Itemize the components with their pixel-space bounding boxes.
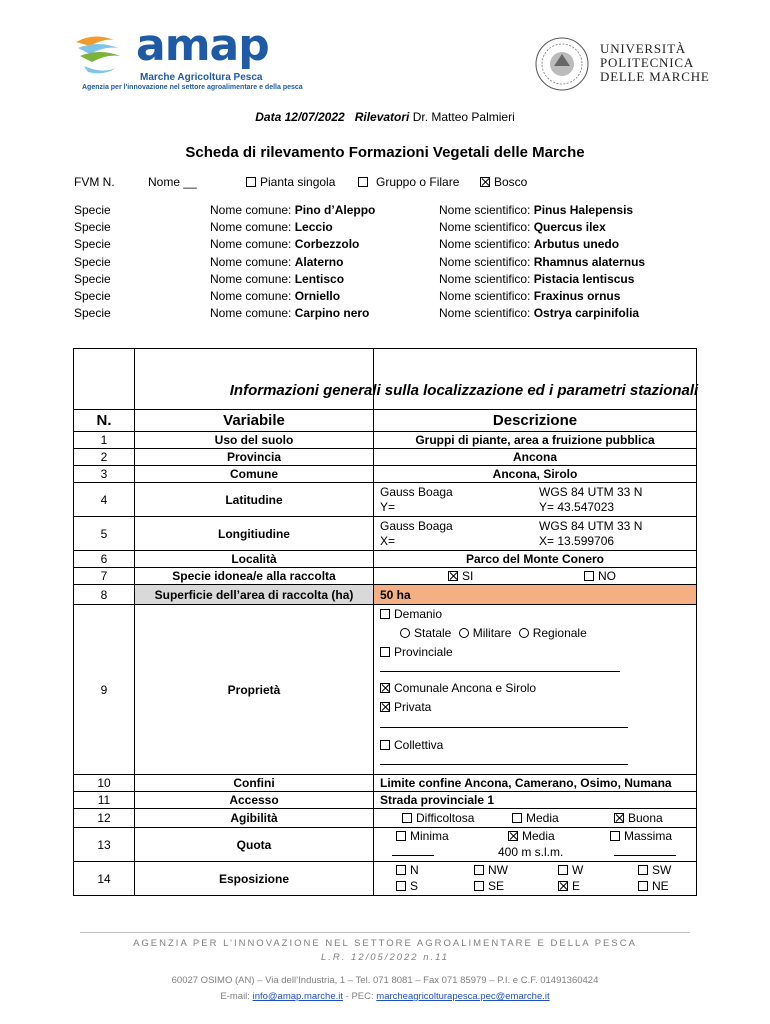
row-description: Gruppi di piante, area a fruizione pubblica — [415, 433, 655, 447]
row-description: 50 ha — [374, 585, 696, 604]
option-sw[interactable] — [638, 863, 671, 877]
table-row — [74, 516, 696, 550]
university-seal-icon — [534, 36, 590, 92]
species-list — [74, 203, 714, 323]
row-description — [374, 483, 696, 516]
option-media[interactable] — [508, 829, 555, 843]
table-row — [74, 465, 696, 482]
common-name-label: Nome comune: — [210, 237, 292, 252]
pec-link[interactable]: marcheagricolturapesca.pec@emarche.it — [376, 991, 550, 1002]
row-variable: Uso del suolo — [135, 432, 374, 448]
common-name-value: Leccio — [294, 220, 333, 235]
species-label: Specie — [74, 288, 111, 303]
university-name-line: UNIVERSITÀ — [600, 41, 686, 56]
gauss-boaga — [380, 485, 453, 515]
table-title-row — [74, 349, 699, 409]
header-n: N. — [74, 410, 135, 431]
row-description: Strada provinciale 1 — [380, 793, 495, 807]
scientific-name — [439, 237, 619, 251]
table-row — [74, 567, 696, 584]
footer-law: L.R. 12/05/2022 n.11 — [320, 952, 450, 963]
common-name-value: Pino d’Aleppo — [294, 203, 376, 217]
checkbox-icon — [402, 813, 412, 823]
table-row — [74, 774, 696, 791]
pec-label: - PEC: — [345, 991, 374, 1002]
option-difficoltosa[interactable] — [402, 811, 474, 825]
cell — [229, 349, 699, 409]
table-row — [74, 550, 696, 567]
option-label: Provinciale — [394, 645, 453, 659]
date-label: Data — [255, 110, 282, 124]
email-label: E-mail: — [220, 991, 250, 1002]
row-variable: Comune — [135, 466, 374, 482]
blank-line[interactable] — [380, 660, 620, 672]
checked-checkbox-icon — [508, 831, 518, 841]
common-name-label: Nome comune: — [210, 203, 292, 217]
amap-logo-text: amap — [136, 20, 269, 71]
scientific-name-value: Pistacia lentiscus — [533, 271, 635, 286]
amap-logo — [74, 20, 314, 96]
option-label: NO — [598, 569, 616, 583]
row-variable: Superficie dell’area di raccolta (ha) — [135, 585, 374, 604]
option-buona[interactable] — [614, 811, 663, 825]
table-row — [74, 482, 696, 516]
footer-address: 60027 OSIMO (AN) – Via dell’Industria, 1 – Tel. 071 8081 – Fax 071 85979 – P.I. e C.F. 01491360424 — [171, 975, 599, 986]
row-description — [374, 809, 696, 827]
common-name-value: Corbezzolo — [294, 237, 360, 252]
header-description: Descrizione — [492, 412, 578, 429]
option-label: Gruppo o Filare — [376, 175, 460, 189]
checked-checkbox-icon — [380, 702, 390, 712]
row-variable: Accesso — [135, 792, 374, 808]
checkbox-icon — [584, 571, 594, 581]
scientific-name-label: Nome scientifico: — [439, 203, 531, 217]
document-title: Scheda di rilevamento Formazioni Vegetali delle Marche — [185, 144, 585, 161]
option-label: S — [410, 879, 419, 893]
row-number: 1 — [74, 432, 135, 448]
option-label: W — [572, 863, 584, 877]
species-row — [74, 255, 714, 272]
radio-icon — [519, 628, 529, 638]
fvm-name-label: Nome __ — [148, 175, 197, 189]
option-comunale[interactable] — [380, 679, 536, 698]
survey-info — [0, 110, 770, 124]
row-number: 13 — [74, 828, 135, 861]
scientific-name-label: Nome scientifico: — [439, 237, 531, 252]
option-massima[interactable] — [610, 829, 672, 843]
table-row — [74, 604, 696, 774]
species-label: Specie — [74, 306, 111, 321]
checked-checkbox-icon — [448, 571, 458, 581]
altitude-value: 400 m s.l.m. — [498, 845, 564, 859]
checkbox-icon — [638, 881, 648, 891]
option-label: Media — [526, 811, 559, 825]
scientific-name-value: Ostrya carpinifolia — [533, 306, 640, 321]
species-row — [74, 220, 714, 237]
row-description — [374, 568, 696, 584]
fvm-label: FVM N. — [74, 175, 115, 189]
checked-checkbox-icon — [614, 813, 624, 823]
common-name-value: Carpino nero — [294, 306, 370, 321]
table-row — [74, 431, 696, 448]
species-row — [74, 203, 714, 220]
radio-icon — [459, 628, 469, 638]
option-label: Minima — [410, 829, 449, 843]
footer-contacts — [0, 991, 770, 1002]
table-row — [74, 827, 696, 861]
date-value: 12/07/2022 — [284, 110, 345, 124]
common-name-label: Nome comune: — [210, 288, 292, 303]
row-number: 10 — [74, 775, 135, 791]
species-label: Specie — [74, 220, 111, 235]
checkbox-icon — [474, 881, 484, 891]
demanio-subtypes — [400, 624, 587, 643]
checkbox-icon — [512, 813, 522, 823]
species-row — [74, 237, 714, 254]
row-number: 9 — [74, 605, 135, 774]
row-variable: Località — [135, 551, 374, 567]
checkbox-icon — [396, 831, 406, 841]
option-label: Difficoltosa — [416, 811, 475, 825]
option-pianta-singola[interactable] — [246, 175, 335, 189]
checkbox-icon — [380, 609, 390, 619]
option-bosco[interactable] — [480, 175, 527, 189]
row-description: Limite confine Ancona, Camerano, Osimo, Numana — [380, 776, 672, 790]
common-name-value: Orniello — [294, 288, 341, 303]
amap-logo-tagline: Agenzia per l'innovazione nel settore agroalimentare e della pesca — [82, 84, 303, 91]
option-label: E — [572, 879, 581, 893]
common-name-value: Alaterno — [294, 254, 344, 269]
scientific-name — [439, 272, 634, 286]
wgs84-label: WGS 84 UTM 33 N — [539, 485, 643, 499]
option-label: Statale — [414, 626, 452, 640]
gauss-boaga — [380, 519, 453, 549]
scientific-name-label: Nome scientifico: — [439, 288, 531, 303]
option-label: Bosco — [494, 175, 528, 189]
row-variable: Provincia — [135, 449, 374, 465]
university-name-line: DELLE MARCHE — [600, 69, 710, 84]
university-name-line: POLITECNICA — [600, 55, 695, 70]
option-label: Privata — [394, 700, 432, 714]
row-number: 11 — [74, 792, 135, 808]
option-si[interactable] — [448, 569, 473, 583]
option-media[interactable] — [512, 811, 559, 825]
common-name-label: Nome comune: — [210, 254, 292, 269]
option-label: Collettiva — [394, 738, 444, 752]
option-ne[interactable] — [638, 879, 669, 893]
cell — [74, 349, 135, 409]
footer-agency: AGENZIA PER L’INNOVAZIONE NEL SETTORE AGROALIMENTARE E DELLA PESCA — [133, 938, 637, 949]
table-row — [74, 861, 696, 895]
common-name — [210, 203, 375, 217]
surveyor-name: Dr. Matteo Palmieri — [412, 110, 515, 124]
species-label: Specie — [74, 254, 111, 269]
option-label: Militare — [472, 626, 512, 640]
gauss-boaga-label: Gauss Boaga — [380, 485, 453, 499]
checkbox-icon — [380, 740, 390, 750]
option-label: NE — [652, 879, 669, 893]
checkbox-icon — [610, 831, 620, 841]
option-nw[interactable] — [474, 863, 508, 877]
option-statale[interactable] — [400, 626, 451, 640]
email-link[interactable]: info@amap.marche.it — [252, 991, 344, 1002]
option-label: Demanio — [394, 607, 443, 621]
option-w[interactable] — [558, 863, 583, 877]
species-row — [74, 289, 714, 306]
option-label: N — [410, 863, 419, 877]
header-variable: Variabile — [135, 410, 374, 431]
row-description — [374, 517, 696, 550]
amap-logo-subtitle: Marche Agricoltura Pesca — [140, 72, 263, 83]
row-number: 5 — [74, 517, 135, 550]
checkbox-icon — [474, 865, 484, 875]
scientific-name-value: Pinus Halepensis — [533, 203, 634, 217]
species-row — [74, 272, 714, 289]
gauss-boaga-value: Y= — [380, 500, 396, 514]
footer-divider — [80, 932, 690, 933]
row-description — [374, 605, 696, 774]
table-row — [74, 584, 696, 604]
info-table — [73, 348, 697, 896]
common-name-label: Nome comune: — [210, 220, 292, 235]
option-gruppo-filare[interactable] — [358, 175, 459, 189]
wgs84 — [539, 485, 642, 515]
table-row — [74, 791, 696, 808]
common-name-label: Nome comune: — [210, 306, 292, 321]
checkbox-icon — [558, 865, 568, 875]
row-description — [374, 828, 696, 861]
checkbox-icon — [638, 865, 648, 875]
row-variable: Proprietà — [135, 605, 374, 774]
option-label: SW — [652, 863, 672, 877]
species-label: Specie — [74, 237, 111, 252]
scientific-name — [439, 306, 639, 320]
scientific-name-label: Nome scientifico: — [439, 254, 531, 269]
radio-icon — [400, 628, 410, 638]
row-variable: Agibilità — [135, 809, 374, 827]
row-number: 3 — [74, 466, 135, 482]
cell — [135, 349, 374, 409]
gauss-boaga-value: X= — [380, 534, 396, 548]
option-label: Media — [522, 829, 555, 843]
checkbox-icon — [396, 865, 406, 875]
checkbox-icon — [358, 177, 368, 187]
wgs84-value: Y= 43.547023 — [539, 500, 615, 514]
row-description: Parco del Monte Conero — [465, 552, 605, 566]
row-variable: Quota — [135, 828, 374, 861]
scientific-name — [439, 220, 606, 234]
min-blank[interactable] — [392, 844, 434, 856]
row-number: 12 — [74, 809, 135, 827]
option-label: Buona — [628, 811, 663, 825]
option-label: SI — [462, 569, 474, 583]
table-row — [74, 448, 696, 465]
row-variable: Specie idonea/e alla raccolta — [135, 568, 374, 584]
checkbox-icon — [380, 647, 390, 657]
row-description: Ancona — [512, 450, 557, 464]
row-description — [374, 862, 696, 895]
option-label: Comunale Ancona e Sirolo — [394, 681, 537, 695]
option-e[interactable] — [558, 879, 580, 893]
scientific-name-label: Nome scientifico: — [439, 271, 531, 286]
common-name-value: Lentisco — [294, 271, 345, 286]
table-row — [74, 808, 696, 827]
common-name — [210, 237, 359, 251]
species-label: Specie — [74, 203, 111, 217]
blank-line[interactable] — [380, 716, 628, 728]
scientific-name — [439, 289, 620, 303]
scientific-name — [439, 203, 633, 217]
wgs84-label: WGS 84 UTM 33 N — [539, 519, 643, 533]
university-name — [600, 42, 710, 84]
option-no[interactable] — [584, 569, 616, 583]
common-name — [210, 289, 340, 303]
row-number: 14 — [74, 862, 135, 895]
row-number: 4 — [74, 483, 135, 516]
blank-line[interactable] — [380, 753, 628, 765]
row-variable: Esposizione — [135, 862, 374, 895]
common-name — [210, 220, 333, 234]
checkbox-icon — [246, 177, 256, 187]
row-number: 7 — [74, 568, 135, 584]
option-se[interactable] — [474, 879, 504, 893]
scientific-name-value: Quercus ilex — [533, 220, 606, 235]
option-minima[interactable] — [396, 829, 449, 843]
scientific-name — [439, 255, 645, 269]
row-number: 6 — [74, 551, 135, 567]
option-regionale[interactable] — [519, 626, 587, 640]
option-militare[interactable] — [459, 626, 512, 640]
option-demanio[interactable] — [380, 605, 442, 624]
species-row — [74, 306, 714, 323]
option-label: Massima — [624, 829, 673, 843]
checked-checkbox-icon — [380, 683, 390, 693]
row-variable: Longitiudine — [135, 517, 374, 550]
common-name — [210, 272, 344, 286]
checked-checkbox-icon — [480, 177, 490, 187]
surveyors-label: Rilevatori — [354, 110, 410, 124]
common-name — [210, 306, 369, 320]
checkbox-icon — [396, 881, 406, 891]
option-label: NW — [488, 863, 508, 877]
scientific-name-label: Nome scientifico: — [439, 306, 531, 321]
scientific-name-value: Arbutus unedo — [533, 237, 620, 252]
gauss-boaga-label: Gauss Boaga — [380, 519, 453, 533]
option-s[interactable] — [396, 879, 418, 893]
option-label: Regionale — [532, 626, 587, 640]
table-heading: Informazioni generali sulla localizzazione ed i parametri stazionali — [229, 382, 699, 399]
wgs84-value: X= 13.599706 — [539, 534, 615, 548]
scientific-name-value: Fraxinus ornus — [533, 288, 621, 303]
common-name-label: Nome comune: — [210, 271, 292, 286]
university-logo — [534, 36, 714, 92]
scientific-name-label: Nome scientifico: — [439, 220, 531, 235]
row-variable: Confini — [135, 775, 374, 791]
option-n[interactable] — [396, 863, 419, 877]
species-label: Specie — [74, 271, 111, 286]
row-description: Ancona, Sirolo — [492, 467, 578, 481]
scientific-name-value: Rhamnus alaternus — [533, 254, 646, 269]
option-privata[interactable] — [380, 698, 431, 717]
table-header-row — [74, 409, 696, 431]
wgs84 — [539, 519, 642, 549]
option-label: Pianta singola — [260, 175, 336, 189]
max-blank[interactable] — [614, 844, 676, 856]
row-variable: Latitudine — [135, 483, 374, 516]
option-label: SE — [488, 879, 505, 893]
row-number: 2 — [74, 449, 135, 465]
row-number: 8 — [74, 585, 135, 604]
checked-checkbox-icon — [558, 881, 568, 891]
common-name — [210, 255, 343, 269]
